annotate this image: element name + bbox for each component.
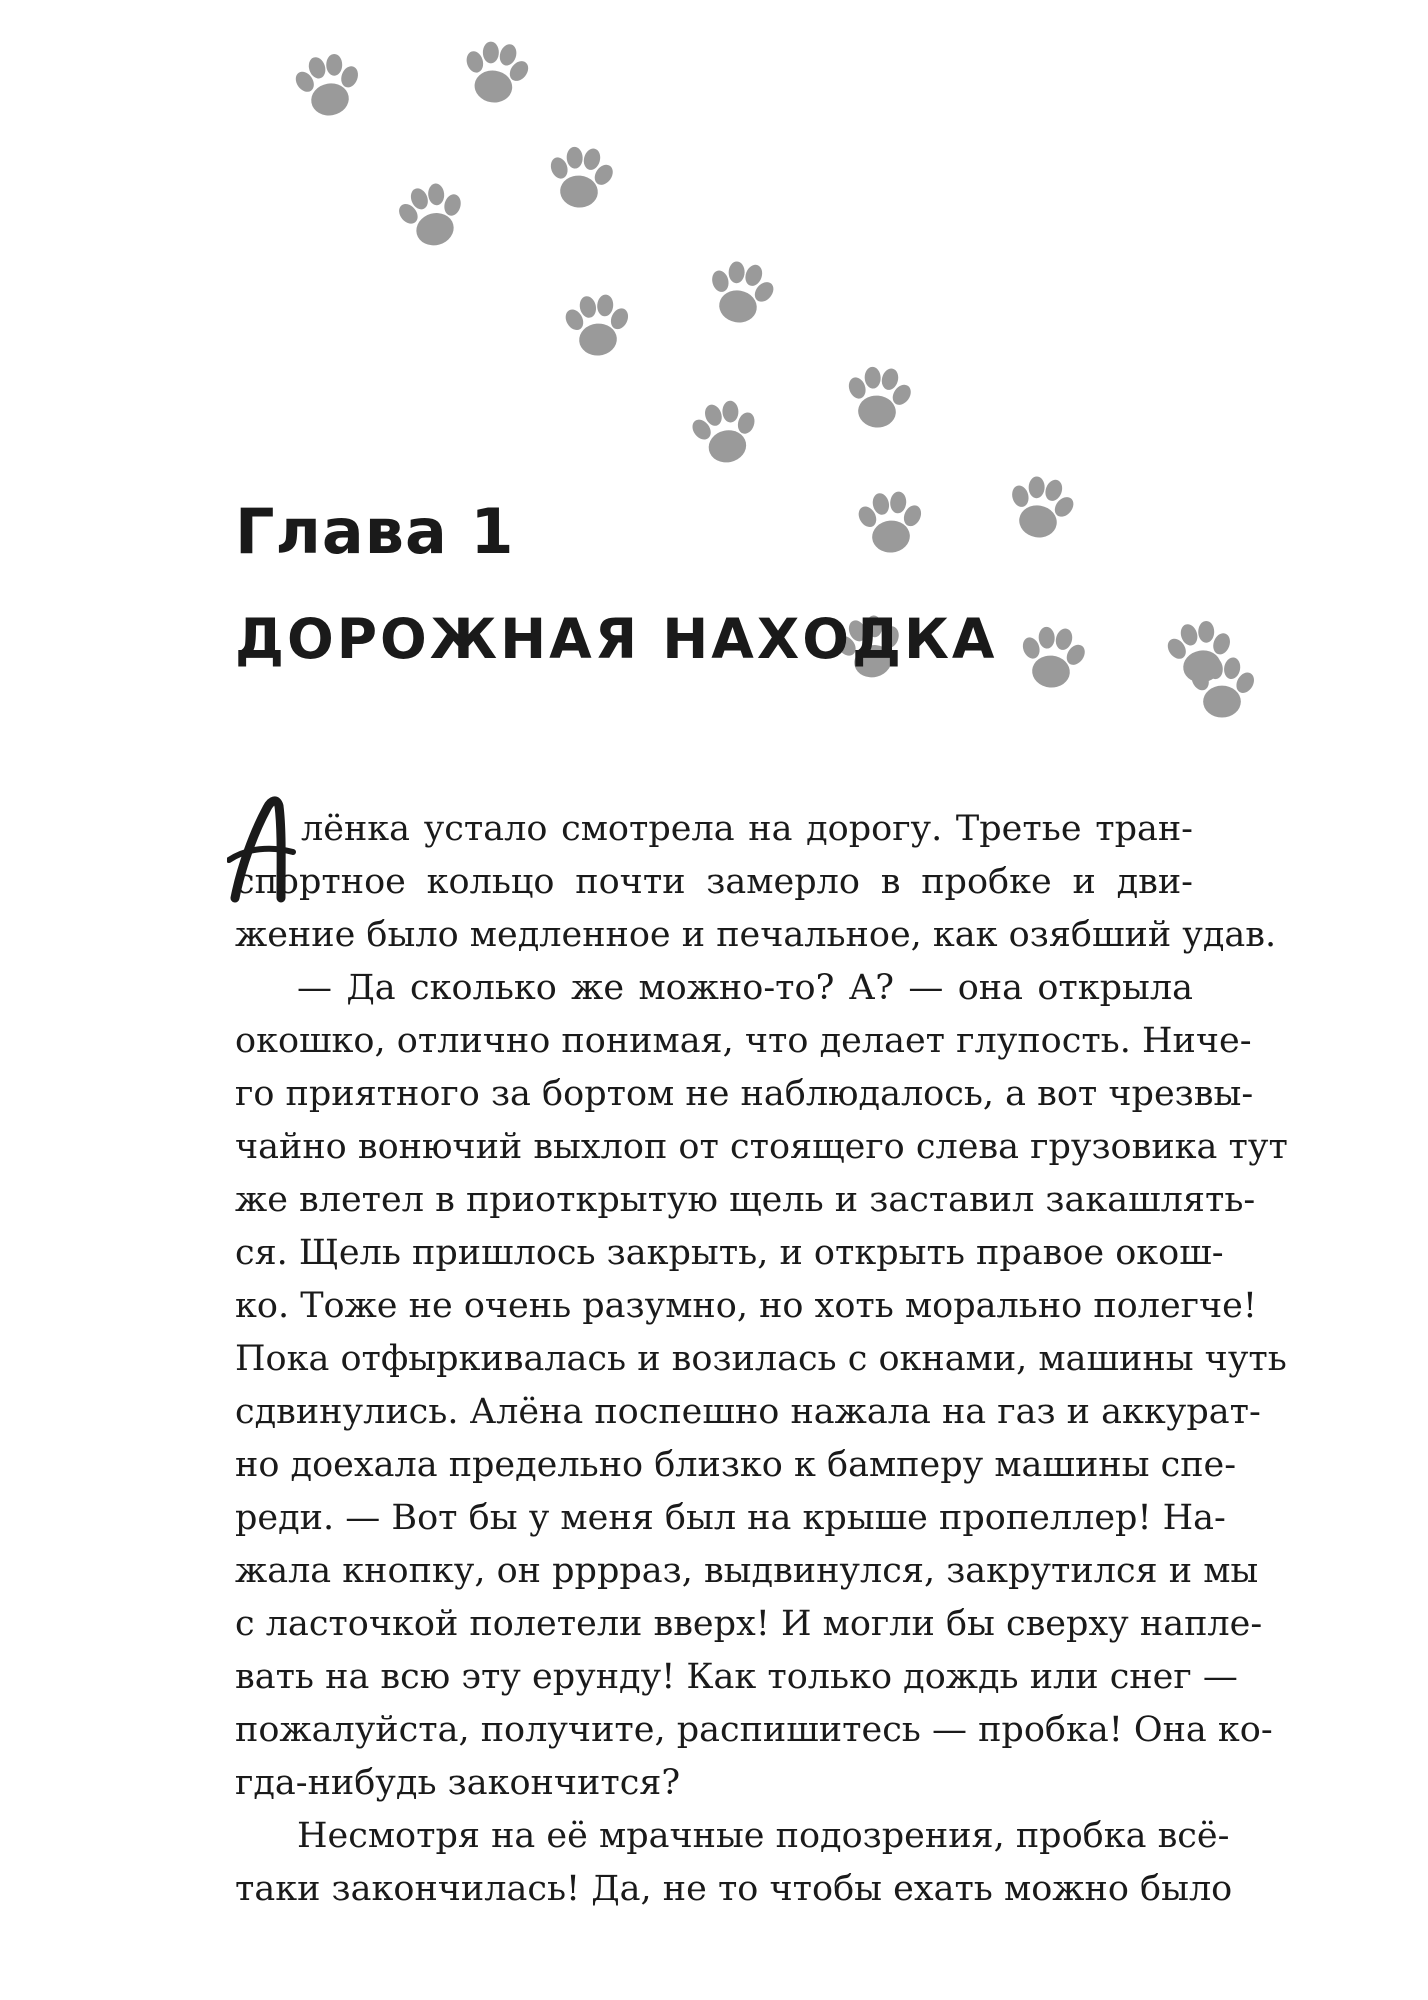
text-line: вать на всю эту ерунду! Как только дождь или снег —	[235, 1657, 1238, 1697]
paragraph-1	[235, 856, 1277, 962]
text-line: жение было медленное и печальное, как озябший удав.	[235, 915, 1277, 955]
paw-print-icon	[1002, 471, 1081, 543]
paragraph-1-line-1: лёнка устало смотрела на дорогу. Третье тран-	[301, 809, 1193, 849]
paw-print-icon	[854, 488, 928, 555]
text-line: окошко, отлично понимая, что делает глупость. Ниче-	[235, 1021, 1252, 1061]
text-line: но доехала предельно близко к бамперу машины спе-	[235, 1445, 1237, 1485]
paw-print-icon	[1016, 623, 1090, 690]
paw-print-icon	[458, 37, 535, 107]
chapter-title: ДОРОЖНАЯ НАХОДКА	[235, 607, 998, 671]
text-line: ко. Тоже не очень разумно, но хоть морально полегче!	[235, 1286, 1257, 1326]
body-text	[235, 803, 1288, 1916]
paw-print-icon	[561, 291, 635, 358]
paw-print-icon	[544, 143, 618, 210]
paw-print-icon	[685, 395, 765, 469]
paw-print-icon	[842, 363, 916, 430]
text-line: пожалуйста, получите, распишитесь — пробка! Она ко-	[235, 1710, 1273, 1750]
text-line: го приятного за бортом не наблюдалось, а вот чрезвы-	[235, 1074, 1254, 1114]
paragraph-2	[235, 962, 1288, 1810]
text-line: ся. Щель пришлось закрыть, и открыть правое окош-	[235, 1233, 1224, 1273]
text-line: — Да сколько же можно-то? А? — она открыла	[297, 968, 1193, 1008]
text-line: с ласточкой полетели вверх! И могли бы сверху напле-	[235, 1604, 1263, 1644]
paw-print-icon	[391, 176, 474, 253]
chapter-number: Глава 1	[235, 495, 515, 568]
text-line: же влетел в приоткрытую щель и заставил закашлять-	[235, 1180, 1256, 1220]
text-line: жала кнопку, он ррррaз, выдвинулся, закрутился и мы	[235, 1551, 1259, 1591]
text-line: сдвинулись. Алёна поспешно нажала на газ и аккурат-	[235, 1392, 1261, 1432]
text-line: Пока отфыркивалась и возилась с окнами, машины чуть	[235, 1339, 1287, 1379]
text-line: чайно вонючий выхлоп от стоящего слева грузовика тут	[235, 1127, 1288, 1167]
text-line: спортное кольцо почти замерло в пробке и дви-	[235, 862, 1193, 902]
text-line: Несмотря на её мрачные подозрения, пробка всё-	[297, 1816, 1230, 1856]
text-line: гда-нибудь закончится?	[235, 1763, 681, 1803]
text-line: реди. — Вот бы у меня был на крыше пропеллер! На-	[235, 1498, 1226, 1538]
paw-print-icon	[702, 256, 781, 328]
paw-print-icon	[289, 48, 368, 120]
paragraph-3	[235, 1810, 1233, 1916]
text-line: таки закончилась! Да, не то чтобы ехать можно было	[235, 1869, 1233, 1909]
